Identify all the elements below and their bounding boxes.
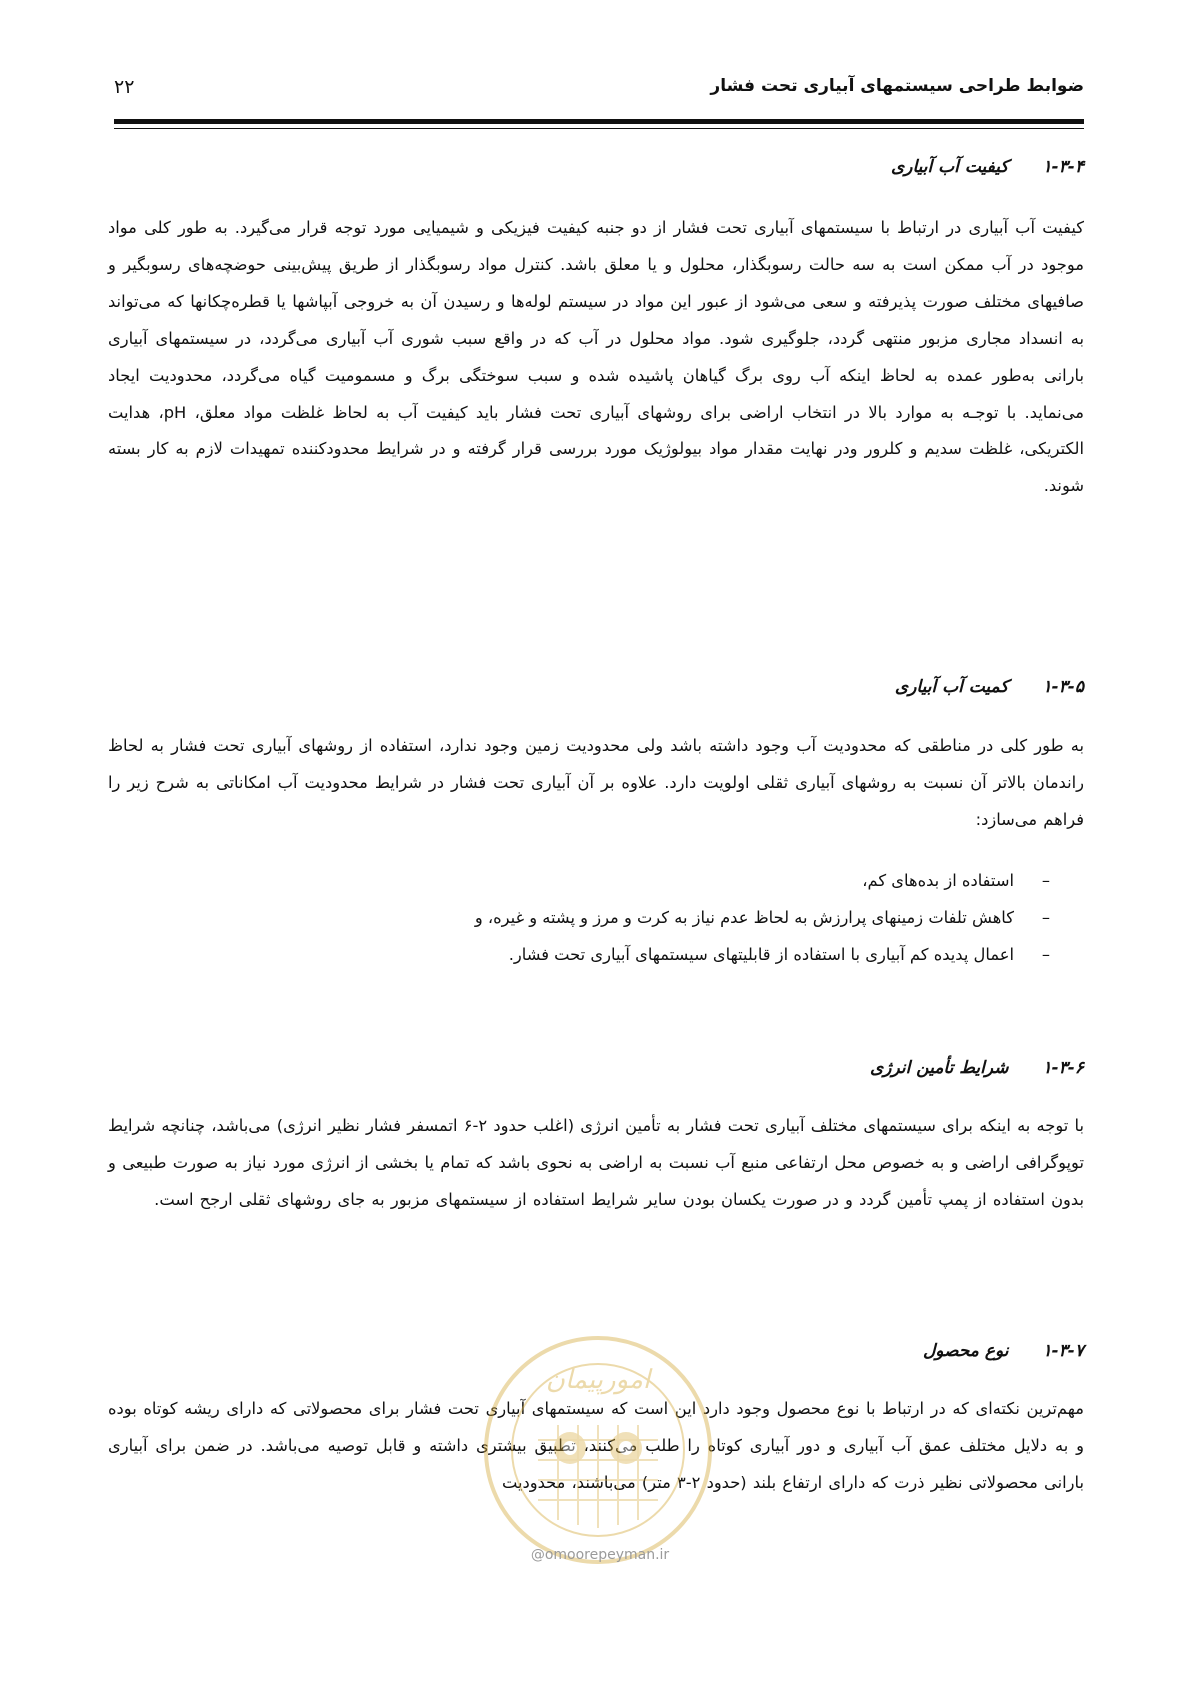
bullet-list <box>150 863 1050 974</box>
watermark-logo-text: امورپیمان <box>545 1365 651 1395</box>
section-title: کمیت آب آبیاری <box>894 677 1009 697</box>
section-number: ۱-۳-۶ <box>1042 1058 1084 1078</box>
section-number: ۱-۳-۷ <box>1042 1341 1084 1361</box>
paragraph: کیفیت آب آبیاری در ارتباط با سیستمهای آبیاری تحت فشار از دو جنبه کیفیت فیزیکی و شیمیایی مورد توجه قرار می‌گیرد. به طور کلی مواد موجود در آب ممکن است به سه حالت رسوبگذار، محلول و یا معلق باشد. کنترل مواد رسوبگذار از طریق پیش‌بینی حوضچه‌های رسوبگیر و صافیهای مختلف صورت پذیرفته و سعی می‌شود از عبور این مواد در سیستم لوله‌ها و رسیدن آن به خروجی آبپاشها یا قطره‌چکانها که می‌تواند به انسداد مجاری مزبور منتهی گردد، جلوگیری شود. مواد محلول در آب که در واقع سبب شوری آب آبیاری می‌گردد، در سیستمهای آبیاری بارانی به‌طور عمده به لحاظ اینکه آب روی برگ گیاهان پاشیده شده و سبب سوختگی برگ و مسمومیت گیاه می‌گردد، محدودیت ایجاد می‌نماید. با توجـه به موارد بالا در انتخاب اراضی برای روشهای آبیاری تحت فشار باید کیفیت آب به لحاظ غلظت مواد معلق، pH، هدایت الکتریکی، غلظت سدیم و کلرور ودر نهایت مقدار مواد بیولوژیک مورد بررسی قرار گرفته و در شرایط محدودکننده تمهیدات لازم به کار بسته شوند. <box>108 218 1084 496</box>
section-heading <box>184 1058 1084 1078</box>
header-rule-thin <box>114 128 1084 129</box>
section-number: ۱-۳-۴ <box>1042 157 1084 177</box>
paragraph: مهم‌ترین نکته‌ای که در ارتباط با نوع محصول وجود دارد این است که سیستمهای آبیاری تحت فشار برای محصولاتی که دارای ریشه کوتاه بوده و به دلایل مختلف عمق آب آبیاری و دور آبیاری کوتاه را طلب می‌کنند، تطبیق بیشتری داشته و قابل توصیه می‌باشد. در ضمن برای آبیاری بارانی محصولاتی نظیر ذرت که دارای ارتفاع بلند (حدود ۲-۳ متر) می‌باشند، محدودیت <box>108 1399 1084 1492</box>
section-title: کیفیت آب آبیاری <box>890 157 1009 177</box>
running-title: ضوابط طراحی سیستمهای آبیاری تحت فشار <box>710 76 1084 96</box>
header-rule-thick <box>114 119 1084 124</box>
bullet-marker: – <box>1041 907 1050 927</box>
paragraph: به طور کلی در مناطقی که محدودیت آب وجود داشته باشد ولی محدودیت زمین وجود ندارد، استفاده از روشهای آبیاری تحت فشار به لحاظ راندمان بالاتر آن نسبت به روشهای آبیاری ثقلی اولویت دارد. علاوه بر آن آبیاری تحت فشار در شرایط محدودیت آب امکاناتی به شرح زیر را فراهم می‌سازد: <box>108 736 1084 829</box>
section-heading <box>184 677 1084 697</box>
section-title: نوع محصول <box>922 1341 1009 1361</box>
watermark-url: @omoorepeyman.ir <box>530 1547 670 1563</box>
paragraph: با توجه به اینکه برای سیستمهای مختلف آبیاری تحت فشار به تأمین انرژی (اغلب حدود ۲-۶ اتمسفر فشار نظیر انرژی) می‌باشد، چنانچه شرایط توپوگرافی اراضی و به خصوص محل ارتفاعی منبع آب نسبت به اراضی به نحوی باشد که تمام یا بخشی از انرژی مورد نیاز به صورت طبیعی و بدون استفاده از پمپ تأمین گردد و در صورت یکسان بودن سایر شرایط استفاده از سیستمهای مزبور به جای روشهای ثقلی ارجح است. <box>108 1116 1085 1209</box>
bullet-marker: – <box>1041 871 1050 890</box>
section-heading <box>184 157 1084 177</box>
page-number: ۲۲ <box>114 76 135 98</box>
bullet-marker: – <box>1041 944 1050 964</box>
section-number: ۱-۳-۵ <box>1042 677 1084 697</box>
list-item <box>150 900 1050 937</box>
list-item-text: استفاده از بده‌های کم، <box>862 871 1014 890</box>
list-item <box>150 937 1050 974</box>
watermark-logo <box>478 1330 718 1570</box>
list-item-text: کاهش تلفات زمینهای پرارزش به لحاظ عدم نیاز به کرت و مرز و پشته و غیره، و <box>474 907 1014 927</box>
page-header <box>114 70 1084 110</box>
section-title: شرایط تأمین انرژی <box>869 1058 1009 1078</box>
list-item <box>150 863 1050 900</box>
list-item-text: اعمال پدیده کم آبیاری با استفاده از قابلیتهای سیستمهای آبیاری تحت فشار. <box>508 944 1014 964</box>
